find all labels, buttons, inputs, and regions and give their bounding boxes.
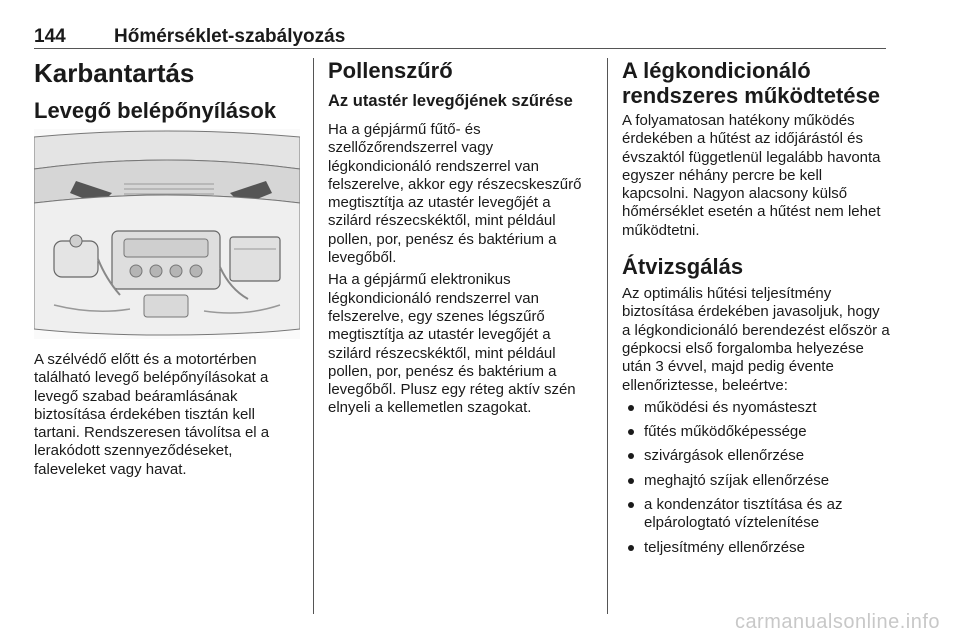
engine-bay-illustration [34, 129, 300, 339]
bullet-icon [628, 478, 634, 484]
list-item: fűtés működőképessége [622, 423, 892, 441]
column-1 [34, 58, 300, 479]
watermark: carmanualsonline.info [734, 611, 940, 633]
air-inlets-text: A szélvédő előtt és a motortérben található levegő belépőnyílásokat a levegő szabad beáramlásának biztosítása érdekében tisztán kell tartani. Rendszeresen távolítsa el a lerakódott szennyeződéseket, faleveleket vagy havat. [34, 351, 270, 478]
column-3 [622, 58, 892, 563]
bullet-icon [628, 405, 634, 411]
chapter-title: Hőmérséklet-szabályozás [114, 26, 346, 47]
list-item: szivárgások ellenőrzése [622, 447, 892, 465]
page-number: 144 [34, 26, 66, 47]
bullet-icon [628, 502, 634, 508]
inspection-text: Az optimális hűtési teljesítmény biztosítása érdekében javasoljuk, hogy a légkondicionáló berendezést először a gépkocsi első forgalomba helyezése után 3 évvel, majd pedig évente ellenőriztesse, beleértve: [622, 285, 890, 394]
column-divider-2 [607, 58, 608, 614]
column-divider-1 [313, 58, 314, 614]
pollen-filter-title: Pollenszűrő [328, 58, 453, 83]
section-title: Karbantartás [34, 58, 195, 88]
column-2 [328, 58, 594, 418]
ac-regular-operation-text: A folyamatosan hatékony működés érdekében a hűtést az időjárástól és évszaktól függetlenül legalább havonta egyszer néhány percre be kell kapcsolni. Nagyon alacsony külső hőmérséklet esetén a hűtést nem lehet működtetni. [622, 112, 881, 239]
engine-bay-icon [34, 129, 300, 339]
list-item: működési és nyomásteszt [622, 399, 892, 417]
inspection-list [622, 399, 892, 557]
list-item: a kondenzátor tisztítása és az elpárologtató víztelenítése [622, 496, 892, 533]
subsection-title-air-inlets: Levegő belépőnyílások [34, 98, 277, 123]
pollen-filter-paragraph-2: Ha a gépjármű elektronikus légkondicionáló rendszerrel van felszerelve, egy szenes légszűrő megtisztítja az utastér levegőjét a szilárd részecskéktől, mint például pollen, por, penész és baktérium a levegőből. Plusz egy réteg aktív szén elnyeli a kellemetlen szagokat. [328, 271, 576, 417]
list-item: meghajtó szíjak ellenőrzése [622, 472, 892, 490]
bullet-icon [628, 545, 634, 551]
inspection-title: Átvizsgálás [622, 254, 744, 280]
ac-regular-operation-title: A légkondicionáló rendszeres működtetése [622, 58, 880, 108]
page-header [34, 26, 886, 49]
pollen-filter-paragraph-1: Ha a gépjármű fűtő- és szellőzőrendszerrel vagy légkondicionáló rendszerrel van felszerelve, akkor egy részecskeszűrő megtisztítja az utastér levegőjét a szilárd részecskéktől, mint például pollen, por, penész és baktérium a levegőből. [328, 121, 582, 267]
bullet-icon [628, 429, 634, 435]
list-item: teljesítmény ellenőrzése [622, 539, 892, 557]
cabin-air-filtering-subtitle: Az utastér levegőjének szűrése [328, 92, 573, 110]
bullet-icon [628, 453, 634, 459]
